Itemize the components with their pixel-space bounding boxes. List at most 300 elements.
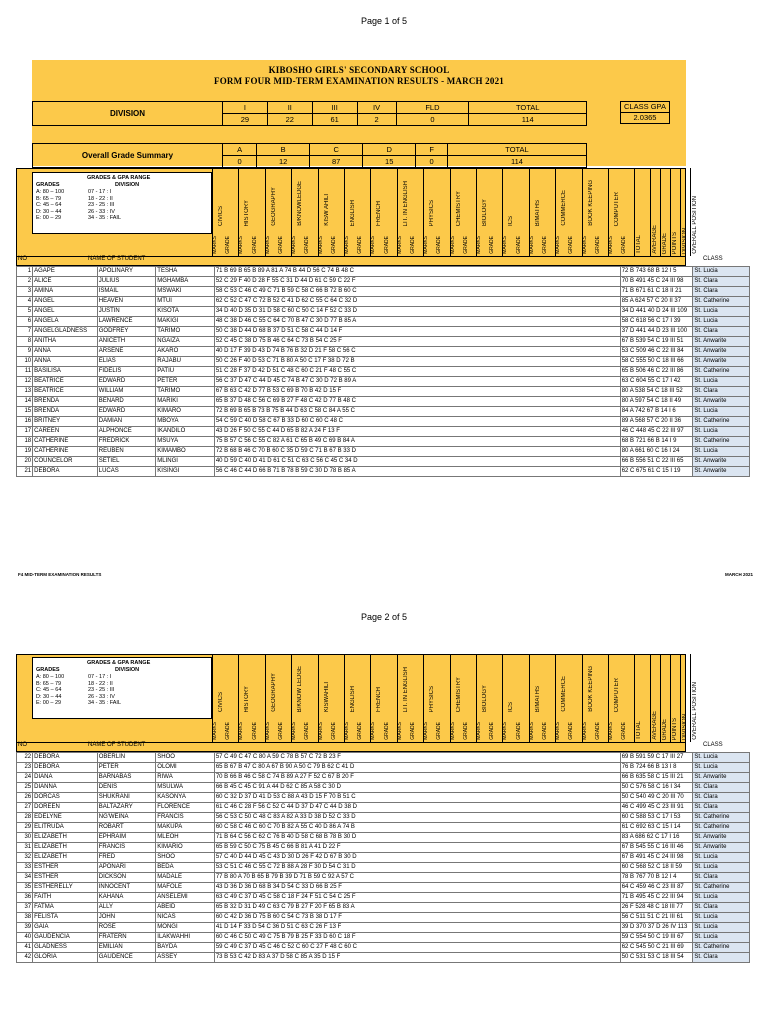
subject-header: B/KNOW LEDGE <box>297 665 304 712</box>
table-row <box>17 833 750 843</box>
subject-scores: 50 C 38 D 44 D 68 B 37 D 51 C 58 C 44 D 14 F <box>214 327 620 337</box>
summary-scores: 64 C 459 46 C 23 III 87 <box>620 883 693 893</box>
subject-header: B/KNOWLEDGE <box>297 181 304 226</box>
summary-scores: 71 B 671 61 C 18 II 21 <box>620 287 693 297</box>
last-name: ILAKWAHHI <box>156 933 215 943</box>
grade-subheader: GRADE <box>225 722 232 740</box>
first-name: CATHERINE <box>33 437 98 447</box>
summary-scores: 72 B 743 68 B 12 I 5 <box>620 267 693 277</box>
table-row <box>17 297 750 307</box>
marks-subheader: MARKS <box>212 722 218 740</box>
summary-header: OVERALL POSITION <box>692 682 699 740</box>
summary-scores: 67 B 545 55 C 16 III 46 <box>620 843 693 853</box>
table-row <box>17 337 750 347</box>
table-row <box>17 793 750 803</box>
marks-subheader: MARKS <box>555 236 562 254</box>
grade-subheader: GRADE <box>568 722 575 740</box>
summary-scores: 78 B 767 70 B 12 I 4 <box>620 873 693 883</box>
key-div-line: 26 - 33 : IV <box>88 208 115 215</box>
gs-v-6: 114 <box>447 156 586 168</box>
row-number: 35 <box>17 883 33 893</box>
subject-scores: 71 B 69 B 65 B 89 A 81 A 74 B 44 D 56 C 74 B 48 C <box>214 267 620 277</box>
summary-scores: 50 C 531 53 C 18 III 54 <box>620 953 693 963</box>
summary-scores: 50 C 576 58 C 16 I 34 <box>620 783 693 793</box>
summary-scores: 66 B 556 51 C 22 III 65 <box>620 457 693 467</box>
class-name: St. Clara <box>693 903 750 913</box>
first-name: DORCAS <box>33 793 98 803</box>
table-row <box>17 397 750 407</box>
table-row <box>17 457 750 467</box>
row-number: 22 <box>17 753 33 763</box>
first-name: BRITNEY <box>33 417 98 427</box>
first-name: EDELYNE <box>33 813 98 823</box>
summary-scores: 26 F 528 48 C 18 III 77 <box>620 903 693 913</box>
gs-h-2: B <box>257 144 310 156</box>
first-name: CAREEN <box>33 427 98 437</box>
last-name: MAKIGI <box>156 317 215 327</box>
grade-subheader: GRADE <box>594 236 601 254</box>
grade-key-box-1 <box>32 172 212 234</box>
subject-header: CHEMISTRY <box>455 676 462 712</box>
grade-subheader: GRADE <box>251 722 258 740</box>
class-name: St. Anwarite <box>693 357 750 367</box>
marks-subheader: MARKS <box>608 236 614 254</box>
subject-scores: 57 C 40 D 44 D 45 C 43 D 30 D 26 F 42 D 67 B 30 D <box>214 853 620 863</box>
middle-name: ROBART <box>97 823 156 833</box>
row-number: 9 <box>17 347 33 357</box>
summary-scores: 89 A 568 57 C 20 II 36 <box>620 417 693 427</box>
table-row <box>17 417 750 427</box>
first-name: BRENDA <box>33 407 98 417</box>
table-row <box>17 863 750 873</box>
last-name: TARIMO <box>156 327 215 337</box>
col-name-2: NAME OF STUDENT <box>88 742 146 748</box>
class-name: St. Lucia <box>693 893 750 903</box>
middle-name: PETER <box>97 763 156 773</box>
key-line: A: 80 – 100 <box>36 674 65 680</box>
table-row <box>17 327 750 337</box>
middle-name: BARNABAS <box>97 773 156 783</box>
key-div-line: 26 - 33 : IV <box>88 693 115 700</box>
marks-subheader: MARKS <box>555 722 562 740</box>
summary-scores: 46 C 448 45 C 22 III 97 <box>620 427 693 437</box>
grade-subheader: GRADE <box>621 236 628 254</box>
class-name: St. Lucia <box>693 933 750 943</box>
marks-subheader: MARKS <box>502 722 509 740</box>
marks-subheader: MARKS <box>528 722 535 740</box>
subject-header: BIOLOGY <box>482 198 488 226</box>
division-label: DIVISION <box>33 102 223 126</box>
summary-scores: 59 C 554 50 C 19 III 67 <box>620 933 693 943</box>
first-name: ANNA <box>33 347 98 357</box>
first-name: AMINA <box>33 287 98 297</box>
grade-subheader: GRADE <box>515 236 522 254</box>
middle-name: DAMIAN <box>97 417 156 427</box>
first-name: ELIZABETH <box>33 853 98 863</box>
table-row <box>17 467 750 477</box>
table-row <box>17 893 750 903</box>
row-number: 8 <box>17 337 33 347</box>
class-name: St. Catherine <box>693 823 750 833</box>
summary-scores: 71 B 495 45 C 22 III 94 <box>620 893 693 903</box>
row-number: 32 <box>17 853 33 863</box>
table-row <box>17 783 750 793</box>
subject-header: ICS <box>508 701 515 712</box>
subject-header: KISWAHILI <box>323 681 330 712</box>
key-line: D: 30 – 44 <box>36 208 62 215</box>
marks-subheader: MARKS <box>449 722 456 740</box>
marks-subheader: MARKS <box>449 236 456 254</box>
subject-header: HISTORY <box>244 199 251 226</box>
gs-h-3: C <box>310 144 363 156</box>
row-number: 38 <box>17 913 33 923</box>
grade-summary-label: Overall Grade Summary <box>33 144 223 168</box>
summary-scores: 76 B 724 66 B 13 I 8 <box>620 763 693 773</box>
class-name: St. Lucia <box>693 753 750 763</box>
grade-subheader: GRADE <box>304 722 311 740</box>
subject-scores: 65 B 37 D 48 C 56 C 69 B 27 F 48 C 42 D 77 B 48 C <box>214 397 620 407</box>
subject-header: KISW AHILI <box>323 194 330 226</box>
subject-scores: 58 C 53 C 46 C 49 C 71 B 59 C 58 C 66 B 72 B 60 C <box>214 287 620 297</box>
subject-header: ICS <box>508 215 515 226</box>
subject-scores: 62 C 52 C 47 C 72 B 52 C 41 D 62 C 55 C 64 C 32 D <box>214 297 620 307</box>
grade-subheader: GRADE <box>410 236 416 254</box>
grade-subheader: GRADE <box>304 236 311 254</box>
subject-scores: 48 C 38 D 46 C 55 C 64 C 70 B 47 C 30 D 77 B 85 A <box>214 317 620 327</box>
grade-subheader: GRADE <box>436 236 443 254</box>
middle-name: ELIAS <box>97 357 156 367</box>
footer-left-1: F4 MID-TERM EXAMINATION RESULTS <box>18 572 102 577</box>
row-number: 18 <box>17 437 33 447</box>
table-row <box>17 933 750 943</box>
table-row <box>17 387 750 397</box>
last-name: SHOO <box>156 853 215 863</box>
first-name: DEBORA <box>33 467 98 477</box>
middle-name: ARSENE <box>97 347 156 357</box>
subject-scores: 57 C 49 C 47 C 80 A 59 C 78 B 57 C 72 B 23 F <box>214 753 620 763</box>
first-name: CATHERINE <box>33 447 98 457</box>
grade-subheader: GRADE <box>489 236 496 254</box>
middle-name: JUSTIN <box>97 307 156 317</box>
class-name: St. Lucia <box>693 307 750 317</box>
last-name: OLOMI <box>156 763 215 773</box>
div-h-4: IV <box>357 102 396 114</box>
marks-subheader: MARKS <box>317 236 324 254</box>
grade-subheader: GRADE <box>278 236 284 254</box>
first-name: ANGELA <box>33 317 98 327</box>
class-name: St. Anwarite <box>693 833 750 843</box>
last-name: KIMAMBO <box>156 447 215 457</box>
row-number: 25 <box>17 783 33 793</box>
subject-scores: 60 C 32 D 37 D 41 D 53 C 88 A 43 D 15 F 70 B 51 C <box>214 793 620 803</box>
table-row <box>17 883 750 893</box>
grade-subheader: GRADE <box>225 236 232 254</box>
first-name: GAIA <box>33 923 98 933</box>
subject-headers-2 <box>212 654 699 742</box>
summary-scores: 65 B 506 46 C 22 III 86 <box>620 367 693 377</box>
key-line: B: 65 – 79 <box>36 195 62 202</box>
summary-scores: 62 C 675 61 C 15 I 19 <box>620 467 693 477</box>
last-name: BEDA <box>156 863 215 873</box>
class-gpa-label: CLASS GPA <box>621 102 670 113</box>
table-row <box>17 763 750 773</box>
div-h-2: II <box>267 102 312 114</box>
middle-name: KAHANA <box>97 893 156 903</box>
last-name: MONGI <box>156 923 215 933</box>
middle-name: DENIS <box>97 783 156 793</box>
summary-scores: 69 B 591 59 C 17 III 27 <box>620 753 693 763</box>
summary-scores: 68 B 721 66 B 14 I 9 <box>620 437 693 447</box>
summary-scores: 83 A 686 62 C 17 I 16 <box>620 833 693 843</box>
subject-header: COMMERCE <box>561 190 568 226</box>
key-div-line: 34 - 35 : FAIL <box>88 700 122 707</box>
middle-name: ROSE <box>97 923 156 933</box>
table-row <box>17 913 750 923</box>
subject-scores: 52 C 45 C 38 D 75 B 46 C 64 C 73 B 54 C 25 F <box>214 337 620 347</box>
class-name: St. Anwarite <box>693 397 750 407</box>
subject-header: FRENCH <box>376 687 383 712</box>
middle-name: EDWARD <box>97 407 156 417</box>
class-name: St. Anwarite <box>693 347 750 357</box>
middle-name: OBERLIN <box>97 753 156 763</box>
first-name: ANITHA <box>33 337 98 347</box>
subject-header: B/MATHS <box>534 199 541 226</box>
marks-subheader: MARKS <box>238 236 245 254</box>
summary-scores: 84 A 742 67 B 14 I 6 <box>620 407 693 417</box>
row-number: 39 <box>17 923 33 933</box>
subject-headers-1 <box>212 168 699 256</box>
subject-scores: 72 B 69 B 65 B 73 B 75 B 44 D 63 C 58 C 84 A 55 C <box>214 407 620 417</box>
class-name: St. Clara <box>693 953 750 963</box>
subject-scores: 67 B 63 C 42 D 77 B 53 C 69 B 70 B 42 D 15 F <box>214 387 620 397</box>
middle-name: HEAVEN <box>97 297 156 307</box>
first-name: BEATRICE <box>33 387 98 397</box>
marks-subheader: MARKS <box>502 236 509 254</box>
summary-header: AVERAGE <box>652 225 659 254</box>
marks-subheader: MARKS <box>264 236 271 254</box>
first-name: GAUDENCIA <box>33 933 98 943</box>
grade-subheader: GRADE <box>383 722 390 740</box>
last-name: RIWA <box>156 773 215 783</box>
row-number: 5 <box>17 307 33 317</box>
middle-name: SHUKRANI <box>97 793 156 803</box>
gs-h-4: D <box>363 144 416 156</box>
summary-scores: 70 B 491 45 C 24 III 98 <box>620 277 693 287</box>
middle-name: FRATERN <box>97 933 156 943</box>
grade-summary-table <box>32 143 587 168</box>
row-number: 36 <box>17 893 33 903</box>
first-name: DEBORA <box>33 753 98 763</box>
last-name: TARIMO <box>156 387 215 397</box>
subject-scores: 40 D 59 C 40 D 41 D 61 C 51 C 63 C 56 C 45 C 34 D <box>214 457 620 467</box>
div-v-3: 61 <box>312 114 357 126</box>
marks-subheader: MARKS <box>238 722 245 740</box>
last-name: MSUYA <box>156 437 215 447</box>
subject-scores: 43 D 36 D 36 D 68 B 34 D 54 C 33 D 66 B 25 F <box>214 883 620 893</box>
grade-subheader: GRADE <box>436 722 443 740</box>
key-line: E: 00 – 29 <box>36 700 62 707</box>
subject-scores: 60 C 46 C 50 C 49 C 75 B 79 B 25 F 33 D 60 C 18 F <box>214 933 620 943</box>
middle-name: ISMAIL <box>97 287 156 297</box>
last-name: MBOYA <box>156 417 215 427</box>
table-row <box>17 357 750 367</box>
marks-subheader: MARKS <box>370 236 377 254</box>
summary-scores: 46 C 499 45 C 23 III 91 <box>620 803 693 813</box>
subject-scores: 60 C 58 C 46 C 60 C 70 B 82 A 55 C 40 D 86 A 74 B <box>214 823 620 833</box>
row-number: 30 <box>17 833 33 843</box>
subject-header: PHYSICS <box>429 199 436 226</box>
class-name: St. Clara <box>693 387 750 397</box>
class-name: St. Catherine <box>693 437 750 447</box>
class-name: St. Clara <box>693 287 750 297</box>
middle-name: BALTAZARY <box>97 803 156 813</box>
last-name: MAKUPA <box>156 823 215 833</box>
summary-scores: 80 A 597 54 C 18 II 49 <box>620 397 693 407</box>
row-number: 2 <box>17 277 33 287</box>
last-name: ANSELEMI <box>156 893 215 903</box>
subject-scores: 63 C 49 C 37 D 45 C 58 C 18 F 24 F 51 C 54 C 25 F <box>214 893 620 903</box>
marks-subheader: MARKS <box>291 236 298 254</box>
class-name: St. Lucia <box>693 763 750 773</box>
subject-scores: 41 D 14 F 33 D 54 C 36 D 51 C 63 C 26 F 13 F <box>214 923 620 933</box>
grade-subheader: GRADE <box>357 722 364 740</box>
marks-subheader: MARKS <box>396 236 403 254</box>
summary-scores: 63 C 604 55 C 17 I 42 <box>620 377 693 387</box>
col-class-2: CLASS <box>703 742 723 748</box>
first-name: ANGELGLADNESS <box>33 327 98 337</box>
gs-v-1: 0 <box>223 156 257 168</box>
table-row <box>17 813 750 823</box>
class-name: St. Catherine <box>693 943 750 953</box>
table-row <box>17 953 750 963</box>
subject-header: COMPUTER <box>614 191 620 226</box>
middle-name: EMILIAN <box>97 943 156 953</box>
grade-key-box-2 <box>32 657 212 719</box>
subject-scores: 51 C 28 F 37 D 42 D 51 C 48 C 60 C 21 F 48 C 55 C <box>214 367 620 377</box>
class-name: St. Catherine <box>693 417 750 427</box>
last-name: FLORENCE <box>156 803 215 813</box>
row-number: 15 <box>17 407 33 417</box>
subject-header: CIVICS <box>218 691 224 712</box>
grade-subheader: GRADE <box>542 722 548 740</box>
row-number: 29 <box>17 823 33 833</box>
middle-name: FRANCIS <box>97 843 156 853</box>
table-row <box>17 803 750 813</box>
grade-subheader: GRADE <box>278 722 284 740</box>
marks-subheader: MARKS <box>608 722 614 740</box>
middle-name: APONARI <box>97 863 156 873</box>
footer-right-1: MARCH 2021 <box>725 572 754 577</box>
school-name: KIBOSHO GIRLS' SECONDARY SCHOOL <box>268 65 450 75</box>
marks-subheader: MARKS <box>370 722 377 740</box>
class-name: St. Clara <box>693 783 750 793</box>
last-name: AKARO <box>156 347 215 357</box>
row-number: 21 <box>17 467 33 477</box>
last-name: ABEID <box>156 903 215 913</box>
table-row <box>17 873 750 883</box>
row-number: 27 <box>17 803 33 813</box>
table-row <box>17 753 750 763</box>
marks-subheader: MARKS <box>423 236 430 254</box>
row-number: 23 <box>17 763 33 773</box>
middle-name: FREDRICK <box>97 437 156 447</box>
div-v-1: 29 <box>223 114 268 126</box>
page-number-2: Page 2 of 5 <box>360 612 408 622</box>
grade-subheader: GRADE <box>410 722 416 740</box>
subject-header: BIOLOGY <box>482 684 488 712</box>
marks-subheader: MARKS <box>396 722 403 740</box>
key-div-line: 18 - 22 : II <box>88 195 113 202</box>
middle-name: WILLIAM <box>97 387 156 397</box>
row-number: 28 <box>17 813 33 823</box>
marks-subheader: MARKS <box>317 722 324 740</box>
row-number: 34 <box>17 873 33 883</box>
row-number: 10 <box>17 357 33 367</box>
table-row <box>17 427 750 437</box>
class-name: St. Catherine <box>693 883 750 893</box>
marks-subheader: MARKS <box>581 722 588 740</box>
grade-subheader: GRADE <box>357 236 364 254</box>
col-name-1: NAME OF STUDENT <box>88 256 146 262</box>
marks-subheader: MARKS <box>476 236 482 254</box>
first-name: ELIZABETH <box>33 833 98 843</box>
first-name: FAITH <box>33 893 98 903</box>
exam-title: FORM FOUR MID-TERM EXAMINATION RESULTS - MARCH 2021 <box>214 76 504 86</box>
key-gpa-title: GRADES & GPA RANGE <box>87 660 151 666</box>
class-name: St. Catherine <box>693 367 750 377</box>
last-name: ASSEY <box>156 953 215 963</box>
first-name: BEATRICE <box>33 377 98 387</box>
table-row <box>17 943 750 953</box>
last-name: MAFOLE <box>156 883 215 893</box>
row-number: 31 <box>17 843 33 853</box>
last-name: KASONYA <box>156 793 215 803</box>
summary-scores: 58 C 555 50 C 18 III 66 <box>620 357 693 367</box>
middle-name: NG'WEINA <box>97 813 156 823</box>
table-row <box>17 823 750 833</box>
col-no-2: NO <box>18 742 27 748</box>
last-name: TESHA <box>156 267 215 277</box>
key-div-line: 07 - 17 : I <box>88 189 112 195</box>
last-name: MSULWA <box>156 783 215 793</box>
row-number: 6 <box>17 317 33 327</box>
subject-header: B/MATHS <box>534 685 541 712</box>
middle-name: JOHN <box>97 913 156 923</box>
key-div-line: 23 - 25 : III <box>88 202 115 209</box>
first-name: DIANA <box>33 773 98 783</box>
key-line: E: 00 – 29 <box>36 215 62 222</box>
subject-scores: 65 B 59 C 50 C 75 B 45 C 66 B 81 A 41 D 22 F <box>214 843 620 853</box>
marks-subheader: MARKS <box>344 236 350 254</box>
table-row <box>17 407 750 417</box>
key-line: D: 30 – 44 <box>36 693 62 700</box>
summary-scores: 61 C 692 63 C 15 I 14 <box>620 823 693 833</box>
subject-header: LIT. IN ENGLISH <box>402 180 409 226</box>
summary-header: GRADE <box>662 232 669 254</box>
subject-scores: 61 C 46 C 28 F 56 C 52 C 44 D 37 D 47 C 44 D 38 D <box>214 803 620 813</box>
class-name: St. Lucia <box>693 407 750 417</box>
subject-header: GEOGRAPHY <box>270 673 277 712</box>
summary-scores: 39 D 370 37 D 26 IV 113 <box>620 923 693 933</box>
middle-name: EPHRAIM <box>97 833 156 843</box>
div-v-5: 0 <box>396 114 469 126</box>
last-name: KISOTA <box>156 307 215 317</box>
subject-header: ENGLISH <box>350 685 356 712</box>
gs-v-5: 0 <box>416 156 448 168</box>
subject-scores: 72 B 68 B 46 C 70 B 60 C 35 D 59 C 71 B 67 B 33 D <box>214 447 620 457</box>
table-row <box>17 377 750 387</box>
class-name: St. Lucia <box>693 427 750 437</box>
